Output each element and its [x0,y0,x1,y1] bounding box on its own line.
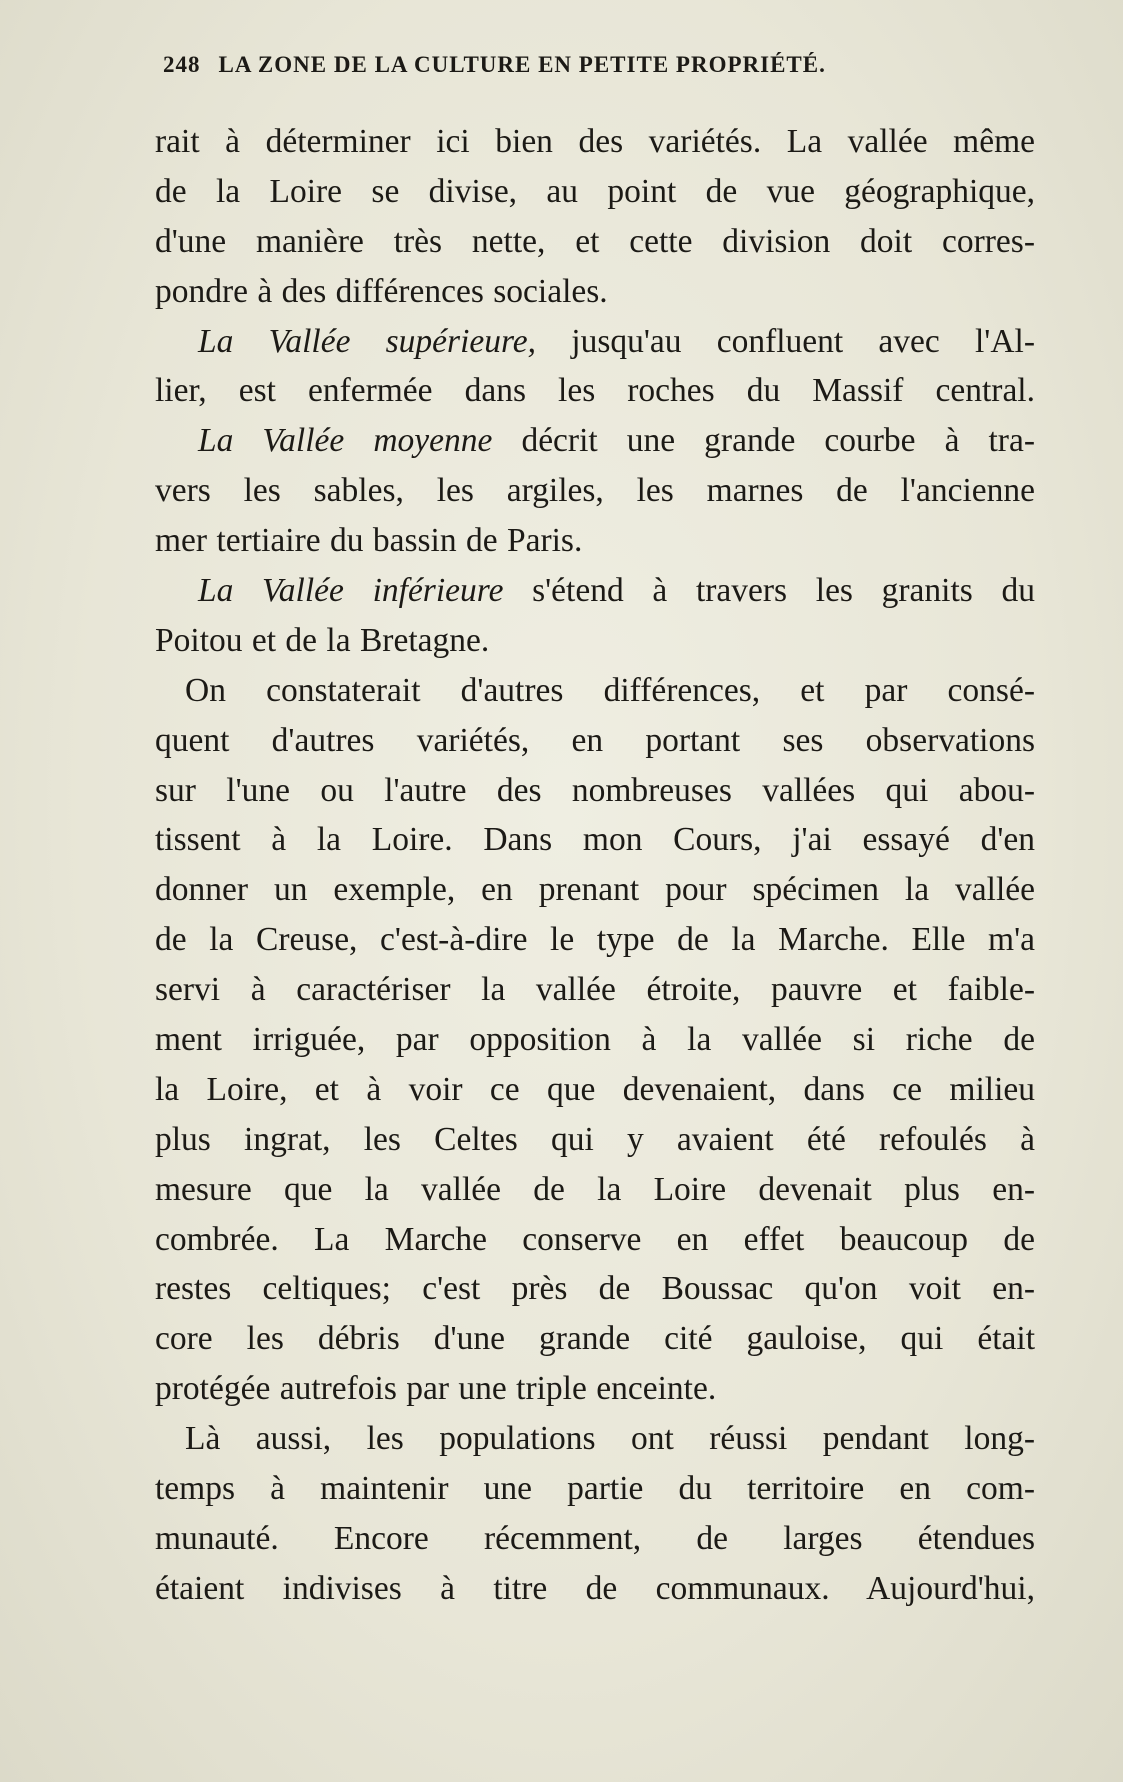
text-line: rait à déterminer ici bien des variétés. La vallée même [155,123,1035,160]
text-line: restes celtiques; c'est près de Boussac qu'on voit en- [155,1270,1035,1308]
text-line: lier, est enfermée dans les roches du Massif central. [155,372,1035,410]
italic-term: La Vallée supérieure, [198,322,537,360]
text-line: La Vallée inférieure s'étend à travers les granits du [198,572,1035,610]
text-line: servi à caractériser la vallée étroite, pauvre et faible- [155,971,1035,1009]
text-line: plus ingrat, les Celtes qui y avaient été refoulés à [155,1120,1035,1158]
page-number: 248 [163,52,201,77]
text-line: donner un exemple, en prenant pour spécimen la vallée [155,871,1035,909]
body-text [155,117,1035,1614]
text-line: pondre à des différences sociales. [155,272,608,310]
text-line: la Loire, et à voir ce que devenaient, dans ce milieu [155,1070,1035,1108]
text-line: combrée. La Marche conserve en effet beaucoup de [155,1220,1035,1258]
text-line: tissent à la Loire. Dans mon Cours, j'ai essayé d'en [155,821,1035,859]
text-line: munauté. Encore récemment, de larges étendues [155,1519,1035,1557]
text-line: quent d'autres variétés, en portant ses observations [155,721,1035,759]
text-line: vers les sables, les argiles, les marnes de l'ancienne [155,472,1035,510]
text-line: sur l'une ou l'autre des nombreuses vallées qui abou- [155,771,1035,809]
text-line: Poitou et de la Bretagne. [155,621,490,659]
running-title: LA ZONE DE LA CULTURE EN PETITE PROPRIÉTÉ. [218,52,826,77]
text-line: core les débris d'une grande cité gauloise, qui était [155,1320,1035,1358]
text-line: de la Creuse, c'est-à-dire le type de la Marche. Elle m'a [155,921,1035,959]
text-line: temps à maintenir une partie du territoire en com- [155,1470,1035,1508]
text-line: mesure que la vallée de la Loire devenait plus en- [155,1170,1035,1208]
text-line: de la Loire se divise, au point de vue géographique, [155,172,1035,210]
text-line: La Vallée supérieure, jusqu'au confluent avec l'Al- [198,322,1035,360]
text-line: protégée autrefois par une triple enceinte. [155,1370,717,1408]
text-line: La Vallée moyenne décrit une grande courbe à tra- [198,422,1035,460]
text-line: Là aussi, les populations ont réussi pendant long- [185,1420,1035,1458]
text-line: On constaterait d'autres différences, et par consé- [185,671,1035,709]
page-header [163,52,1003,92]
text-line: mer tertiaire du bassin de Paris. [155,522,583,560]
text-line: d'une manière très nette, et cette division doit corres- [155,222,1035,260]
italic-term: La Vallée inférieure [198,572,504,610]
text-line: ment irriguée, par opposition à la vallée si riche de [155,1021,1035,1059]
text-line: étaient indivises à titre de communaux. Aujourd'hui, [155,1569,1035,1607]
italic-term: La Vallée moyenne [198,422,493,460]
